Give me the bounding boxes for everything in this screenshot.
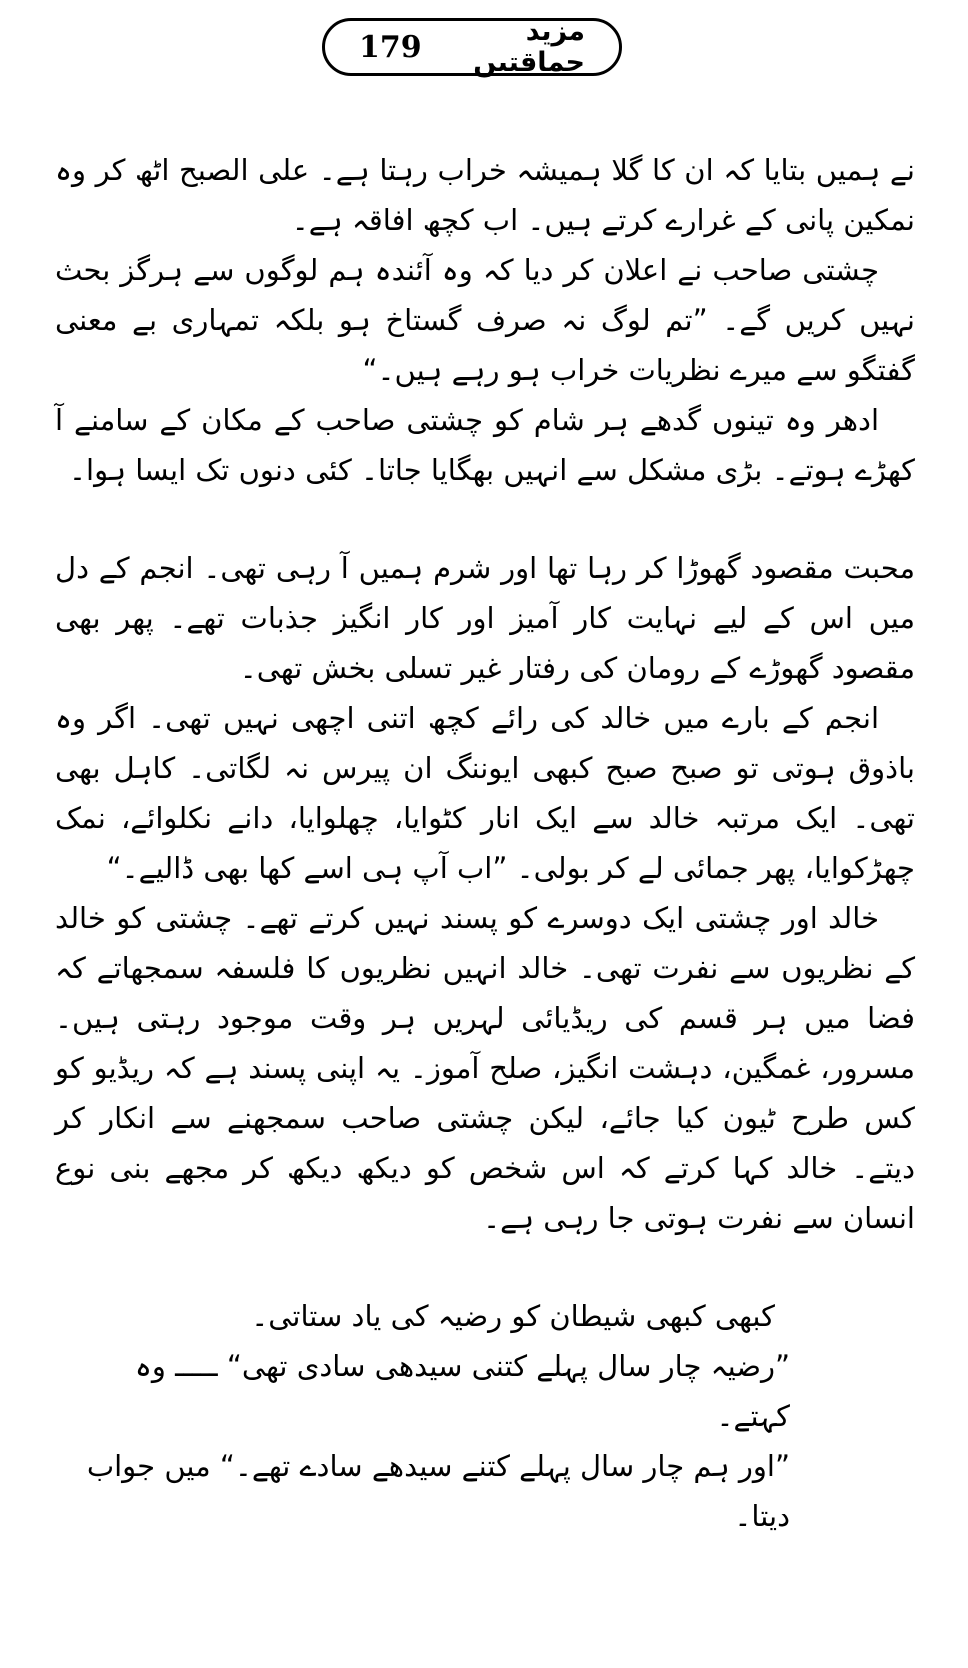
dialogue-line: ”رضیہ چار سال پہلے کتنی سیدھی سادی تھی“ ـــــ وہ کہتے۔ [134, 1349, 790, 1433]
paragraph: نے ہمیں بتایا کہ ان کا گلا ہمیشہ خراب رہتا ہے۔ علی الصبح اٹھ کر وہ نمکین پانی کے غرارے کرتے ہیں۔ اب کچھ افاقہ ہے۔ [55, 153, 915, 237]
running-title: مزید حماقتیں [473, 16, 585, 78]
dialogue-line: ”اور ہم چار سال پہلے کتنے سیدھے سادے تھے۔“ میں جواب دیتا۔ [86, 1449, 790, 1533]
paragraph: انجم کے بارے میں خالد کی رائے کچھ اتنی اچھی نہیں تھی۔ اگر وہ باذوق ہوتی تو صبح صبح کبھی ایوننگ ان پیرس نہ لگاتی۔ کاہل بھی تھی۔ ایک مرتبہ خالد سے ایک انار کٹوایا، چھلوایا، دانے نکلوائے، نمک چھڑکوایا، پھر جمائی لے کر بولی۔ ”اب آپ ہی اسے کھا بھی ڈالیے۔“ [55, 701, 915, 885]
page-number: 179 [359, 29, 422, 65]
section-break [55, 495, 915, 543]
dialogue-line: کبھی کبھی شیطان کو رضیہ کی یاد ستاتی۔ [251, 1299, 775, 1333]
section-break [55, 1243, 915, 1291]
dialogue-block [55, 1291, 790, 1541]
page-body [55, 145, 915, 1541]
paragraph: ادھر وہ تینوں گدھے ہر شام کو چشتی صاحب کے مکان کے سامنے آ کھڑے ہوتے۔ بڑی مشکل سے انہیں بھگایا جاتا۔ کئی دنوں تک ایسا ہوا۔ [55, 403, 915, 487]
page-header [322, 18, 622, 76]
paragraph: خالد اور چشتی ایک دوسرے کو پسند نہیں کرتے تھے۔ چشتی کو خالد کے نظریوں سے نفرت تھی۔ خالد انہیں نظریوں کا فلسفہ سمجھاتے کہ فضا میں ہر قسم کی ریڈیائی لہریں ہر وقت موجود رہتی ہیں۔ مسرور، غمگین، دہشت انگیز، صلح آموز۔ یہ اپنی پسند ہے کہ ریڈیو کو کس طرح ٹیون کیا جائے، لیکن چشتی صاحب سمجھنے سے انکار کر دیتے۔ خالد کہا کرتے کہ اس شخص کو دیکھ دیکھ کر مجھے بنی نوع انسان سے نفرت ہوتی جا رہی ہے۔ [55, 901, 915, 1235]
paragraph: چشتی صاحب نے اعلان کر دیا کہ وہ آئندہ ہم لوگوں سے ہرگز بحث نہیں کریں گے۔ ”تم لوگ نہ صرف گستاخ ہو بلکہ تمہاری بے معنی گفتگو سے میرے نظریات خراب ہو رہے ہیں۔“ [55, 253, 915, 387]
paragraph: محبت مقصود گھوڑا کر رہا تھا اور شرم ہمیں آ رہی تھی۔ انجم کے دل میں اس کے لیے نہایت کار آمیز اور کار انگیز جذبات تھے۔ پھر بھی مقصود گھوڑے کے رومان کی رفتار غیر تسلی بخش تھی۔ [55, 551, 915, 685]
